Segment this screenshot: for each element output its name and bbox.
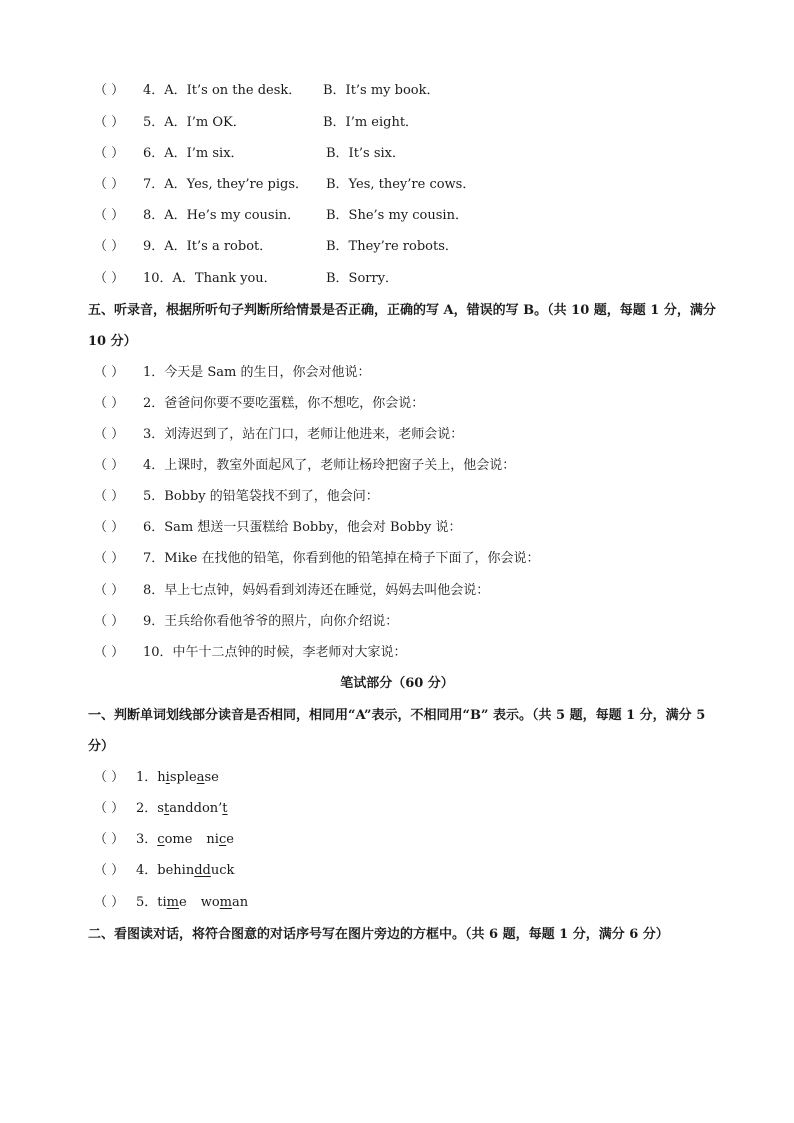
answer-blank[interactable]: （ ） [94,271,125,286]
option-a: 6．A．I’m six． [143,146,244,161]
answer-blank[interactable]: （ ） [94,208,125,223]
answer-blank[interactable]: （ ） [94,239,125,254]
phonics-item-5 [0,892,794,914]
answer-blank[interactable]: （ ） [94,520,125,535]
answer-blank[interactable]: （ ） [94,489,125,504]
answer-blank[interactable]: （ ） [94,801,125,816]
answer-blank[interactable]: （ ） [94,583,125,598]
situation-text: 7．Mike 在找他的铅笔，你看到他的铅笔掉在椅子下面了，你会说： [143,551,540,566]
phonics-item-2 [0,798,794,820]
underlined-letter: t [163,801,170,816]
option-a: 8．A．He’s my cousin． [143,208,301,223]
answer-blank[interactable]: （ ） [94,115,125,130]
word-pair: 4．behindduck [136,863,235,878]
option-b: B．They’re robots． [326,239,458,254]
situation-item-3 [0,424,794,446]
situation-item-9 [0,611,794,633]
answer-blank[interactable]: （ ） [94,83,125,98]
underlined-letter: t [222,801,228,816]
section-5-heading: 五、听录音，根据所听句子判断所给情景是否正确，正确的写 A，错误的写 B。（共 10 题，每题 1 分，满分 10 分） [88,303,716,349]
situation-text: 1．今天是 Sam 的生日，你会对他说： [143,365,371,380]
option-a: 5．A．I’m OK． [143,115,246,130]
answer-blank[interactable]: （ ） [94,427,125,442]
word-pair: 2．standdon’t [136,801,228,816]
option-b: B．Sorry． [326,271,399,286]
answer-blank[interactable]: （ ） [94,458,125,473]
situation-text: 5．Bobby 的铅笔袋找不到了，他会问： [143,489,379,504]
option-a: 7．A．Yes, they’re pigs． [143,177,309,192]
option-b: B．Yes, they’re cows． [326,177,476,192]
situation-text: 2．爸爸问你要不要吃蛋糕，你不想吃，你会说： [143,396,425,411]
answer-blank[interactable]: （ ） [94,177,125,192]
phonics-item-1 [0,767,794,789]
choice-question-6 [0,143,794,165]
choice-question-10 [0,268,794,290]
option-a: 4．A．It’s on the desk． [143,83,302,98]
situation-item-1 [0,362,794,384]
situation-item-10 [0,642,794,664]
option-a: 10．A．Thank you． [143,271,277,286]
situation-text: 10．中午十二点钟的时候，李老师对大家说： [143,645,407,660]
phonics-item-4 [0,860,794,882]
choice-question-7 [0,174,794,196]
option-b: B．I’m eight． [323,115,419,130]
underlined-letter: m [166,895,179,910]
underlined-letter: d [202,863,211,878]
written-part-2-heading: 二、看图读对话，将符合图意的对话序号写在图片旁边的方框中。（共 6 题，每题 1 分，满分 6 分） [88,927,669,942]
situation-item-5 [0,486,794,508]
situation-item-6 [0,517,794,539]
choice-question-9 [0,236,794,258]
situation-text: 9．王兵给你看他爷爷的照片，向你介绍说： [143,614,399,629]
answer-blank[interactable]: （ ） [94,863,125,878]
situation-item-8 [0,580,794,602]
situation-text: 6．Sam 想送一只蛋糕给 Bobby，他会对 Bobby 说： [143,520,462,535]
answer-blank[interactable]: （ ） [94,551,125,566]
word-pair: 1．hisplease [136,770,219,785]
situation-text: 8．早上七点钟，妈妈看到刘涛还在睡觉，妈妈去叫他会说： [143,583,490,598]
situation-item-2 [0,393,794,415]
word-pair: 3．come nice [136,832,234,847]
written-section-title: 笔试部分（60 分） [340,676,454,691]
choice-question-5 [0,112,794,134]
answer-blank[interactable]: （ ） [94,365,125,380]
choice-question-4 [0,80,794,102]
option-b: B．She’s my cousin． [326,208,468,223]
underlined-letter: a [196,770,205,785]
situation-text: 4．上课时，教室外面起风了，老师让杨玲把窗子关上，他会说： [143,458,516,473]
answer-blank[interactable]: （ ） [94,895,125,910]
answer-blank[interactable]: （ ） [94,396,125,411]
situation-item-7 [0,548,794,570]
underlined-letter: d [194,863,203,878]
phonics-item-3 [0,829,794,851]
situation-text: 3．刘涛迟到了，站在门口，老师让他进来，老师会说： [143,427,464,442]
option-b: B．It’s my book． [323,83,440,98]
written-part-1-heading: 一、判断单词划线部分读音是否相同，相同用“A”表示，不相同用“B” 表示。（共 5 题，每题 1 分，满分 5 分） [88,708,706,754]
word-pair: 5．time woman [136,895,249,910]
answer-blank[interactable]: （ ） [94,832,125,847]
option-b: B．It’s six． [326,146,406,161]
answer-blank[interactable]: （ ） [94,614,125,629]
option-a: 9．A．It’s a robot． [143,239,273,254]
situation-item-4 [0,455,794,477]
underlined-letter: c [157,832,165,847]
underlined-letter: i [165,770,170,785]
underlined-letter: m [219,895,232,910]
answer-blank[interactable]: （ ） [94,770,125,785]
underlined-letter: c [218,832,227,847]
answer-blank[interactable]: （ ） [94,146,125,161]
choice-question-8 [0,205,794,227]
answer-blank[interactable]: （ ） [94,645,125,660]
